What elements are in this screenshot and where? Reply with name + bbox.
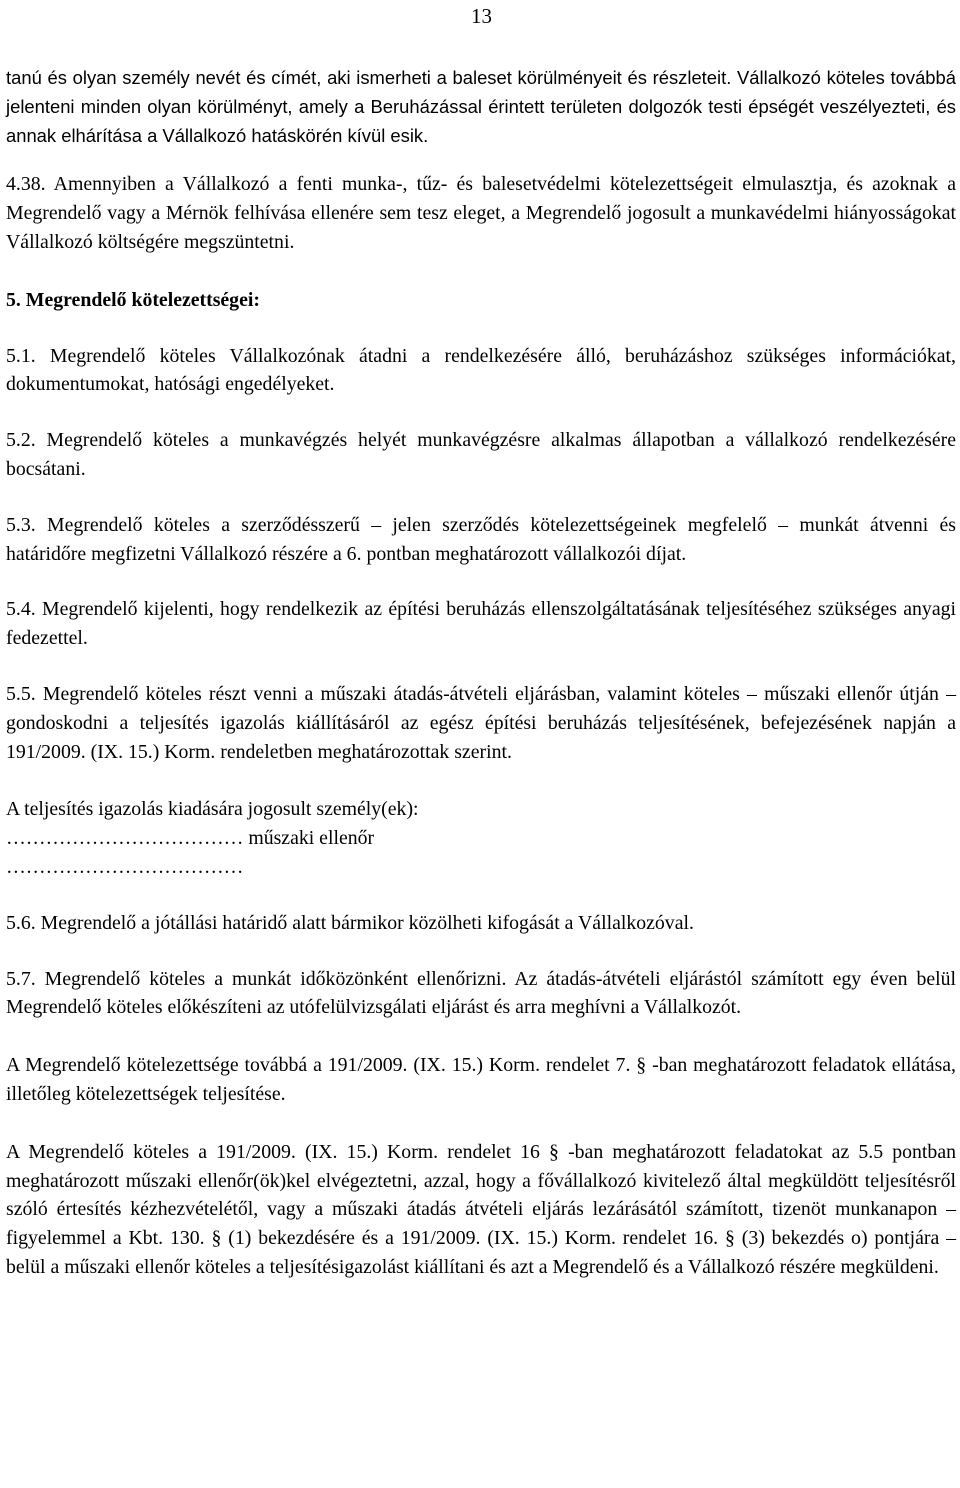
- paragraph-5-4: 5.4. Megrendelő kijelenti, hogy rendelkezik az építési beruházás ellenszolgáltatásának teljesítéséhez szükséges anyagi fedezettel.: [6, 598, 956, 650]
- document-body: [6, 64, 956, 1282]
- paragraph-5-5: 5.5. Megrendelő köteles részt venni a műszaki átadás-átvételi eljárásban, valamint köteles – műszaki ellenőr útján – gondoskodni a teljesítés igazolás kiállításáról az egész építési beruházás teljesítésének, befejezésének napján a 191/2009. (IX. 15.) Korm. rendeletben meghatározottak szerint.: [6, 682, 956, 763]
- intro-paragraph: tanú és olyan személy nevét és címét, aki ismerheti a baleset körülményeit és részleteit. Vállalkozó köteles továbbá jelenteni minden olyan körülményt, amely a Beruházással érintett területen dolgozók testi épségét veszélyezteti, és annak elhárítása a Vállalkozó hatáskörén kívül esik.: [6, 67, 956, 146]
- paragraph-5-1: 5.1. Megrendelő köteles Vállalkozónak átadni a rendelkezésére álló, beruházáshoz szükséges információkat, dokumentumokat, hatósági engedélyeket.: [6, 344, 956, 396]
- authorized-person-line-1: ……………………………… műszaki ellenőr: [6, 827, 375, 850]
- authorized-person-line-2: ………………………………: [6, 855, 244, 878]
- paragraph-4-38: 4.38. Amennyiben a Vállalkozó a fenti munka-, tűz- és balesetvédelmi kötelezettségeit elmulasztja, és azoknak a Megrendelő vagy a Mérnök felhívása ellenére sem tesz eleget, a Megrendelő jogosult a munkavédelmi hiányosságokat Vállalkozó költségére megszüntetni.: [6, 173, 956, 253]
- authorized-persons-block: [6, 795, 956, 881]
- paragraph-5-7: 5.7. Megrendelő köteles a munkát időközönként ellenőrizni. Az átadás-átvételi eljárástól számított egy éven belül Megrendelő köteles előkészíteni az utófelülvizsgálati eljárást és arra meghívni a Vállalkozót.: [6, 967, 956, 1019]
- section-5-heading: 5. Megrendelő kötelezettségei:: [6, 288, 260, 311]
- paragraph-5-6: 5.6. Megrendelő a jótállási határidő alatt bármikor közölheti kifogását a Vállalkozóval.: [6, 911, 694, 934]
- page-number: 13: [471, 4, 492, 28]
- obligation-paragraph: A Megrendelő kötelezettsége továbbá a 191/2009. (IX. 15.) Korm. rendelet 7. § -ban meghatározott feladatok ellátása, illetőleg kötelezettségek teljesítése.: [6, 1054, 956, 1105]
- paragraph-5-2: 5.2. Megrendelő köteles a munkavégzés helyét munkavégzésre alkalmas állapotban a vállalkozó rendelkezésére bocsátani.: [6, 429, 956, 480]
- authorized-persons-label: A teljesítés igazolás kiadására jogosult személy(ek):: [6, 798, 419, 821]
- paragraph-5-3: 5.3. Megrendelő köteles a szerződésszerű – jelen szerződés kötelezettségeinek megfelelő – munkát átvenni és határidőre megfizetni Vállalkozó részére a 6. pontban meghatározott vállalkozói díjat.: [6, 513, 956, 565]
- final-paragraph: A Megrendelő köteles a 191/2009. (IX. 15.) Korm. rendelet 16 § -ban meghatározott feladatokat az 5.5 pontban meghatározott műszaki ellenőr(ök)kel elvégeztetni, azzal, hogy a fővállalkozó kivitelező által megküldött teljesítésről szóló értesítés kézhezvételétől, vagy a műszaki átadás átvételi eljárás lezárásától számított, tizenöt munkanapon – figyelemmel a Kbt. 130. § (1) bekezdésére és a 191/2009. (IX. 15.) Korm. rendelet 16. § (3) bekezdés o) pontjára – belül a műszaki ellenőr köteles a teljesítésigazolást kiállítani és azt a Megrendelő és a Vállalkozó részére megküldeni.: [6, 1140, 956, 1278]
